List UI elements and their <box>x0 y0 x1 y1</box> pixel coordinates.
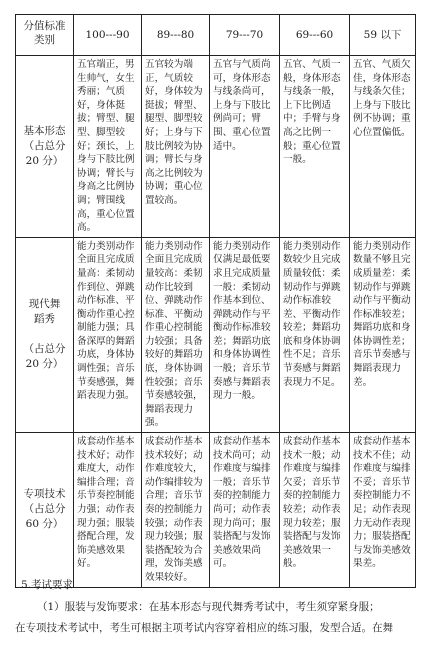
header-score-range: 100---90 <box>74 15 142 56</box>
table-row-basic-form <box>16 56 416 238</box>
header-score-range: 89---80 <box>142 15 210 56</box>
header-category-cell: 分值标准 类别 <box>16 15 74 56</box>
criteria-cell: 能力类别动作仅满足最低要求且完成质量一般：柔韧动作基本到位、弹跳动作与平衡动作标准较差；舞蹈功底和身体协调性一般；音乐节奏感与舞蹈表现力一般。 <box>210 237 280 432</box>
section-heading: 5.考试要求 <box>21 579 74 591</box>
criteria-cell: 成套动作基本技术尚可；动作难度与编排一般；音乐节奏的控制能力尚可；动作表现力尚可；服装搭配与发饰美感效果尚可。 <box>210 433 280 588</box>
row-category-cell: 专项技术 （占总分 60 分） <box>16 433 74 588</box>
header-score-range: 69---60 <box>280 15 350 56</box>
criteria-cell: 五官、气质欠佳，身体形态与线条欠佳；上身与下肢比例不协调；重心位置偏低。 <box>350 56 416 238</box>
header-score-range: 79---70 <box>210 15 280 56</box>
criteria-cell: 五官端正，男生帅气，女生秀丽；气质好，身体挺拔；臂型、腿型、脚型较好；颈长，上身与下肢比例协调；臂长与身高之比例协调；臂围线高，重心位置高。 <box>74 56 142 238</box>
row-category-cell: 基本形态 （占总分 20 分） <box>16 56 74 238</box>
row-category-cell: 现代舞 蹈秀 （占总分 20 分） <box>16 237 74 432</box>
criteria-cell: 成套动作基本技术一般；动作难度与编排欠妥；音乐节奏的控制能力较差；动作表现力较差；服装搭配与发饰美感效果一般。 <box>280 433 350 588</box>
criteria-cell: 能力类别动作全面且完成质量高：柔韧动作到位、弹跳动作标准、平衡动作重心控制能力强；具备深厚的舞蹈功底，身体协调性强；音乐节奏感强，舞蹈表现力强。 <box>74 237 142 432</box>
criteria-cell: 成套动作基本技术不佳；动作难度与编排不妥；音乐节奏控制能力不足；动作表现力无动作表现力；服装搭配与发饰美感效果差。 <box>350 433 416 588</box>
paragraph: 在专项技术考试中，考生可根据主项考试内容穿着相应的练习服，发型合适。在舞 <box>15 622 393 634</box>
criteria-cell: 成套动作基本技术好；动作难度大，动作编排合理；音乐节奏控制能力强；动作表现力强；服装搭配合理，发饰美感效果好。 <box>74 433 142 588</box>
table-row-special-technique <box>16 433 416 588</box>
criteria-cell: 五官较为端正，气质较好，身体较为挺拔；臂型、腿型、脚型较好；上身与下肢比例较为协调；臂长与身高之比例较为协调；重心位置较高。 <box>142 56 210 238</box>
paragraph: （1）服装与发饰要求：在基本形态与现代舞秀考试中，考生须穿紧身服； <box>37 601 380 613</box>
table-header-row <box>16 15 416 56</box>
scoring-standards-table <box>15 14 416 588</box>
criteria-cell: 五官、气质一般，身体形态与线条一般，上下比例适中；手臂与身高之比例一般；重心位置一般。 <box>280 56 350 238</box>
criteria-cell: 能力类别动作全面且完成质量较高：柔韧动作比较到位、弹跳动作标准、平衡动作重心控制能力较强；具备较好的舞蹈功底，身体协调性较强；音乐节奏感较强，舞蹈表现力强。 <box>142 237 210 432</box>
criteria-cell: 能力类别动作数较少且完成质量较低：柔韧动作与弹跳动作标准较差、平衡动作较差；舞蹈功底和身体协调性不足；音乐节奏感与舞蹈表现力不足。 <box>280 237 350 432</box>
header-score-range: 59 以下 <box>350 15 416 56</box>
criteria-cell: 五官与气质尚可，身体形态与线条尚可，上身与下肢比例尚可；臂围、重心位置适中。 <box>210 56 280 238</box>
criteria-cell: 能力类别动作数量不够且完成质量差：柔韧动作与弹跳动作与平衡动作标准较差；舞蹈功底和身体协调性差；音乐节奏感与舞蹈表现力差。 <box>350 237 416 432</box>
criteria-cell: 成套动作基本技术较好；动作难度较大，动作编排较为合理；音乐节奏的控制能力较强；动作表现力较强；服装搭配较为合理，发饰美感效果较好。 <box>142 433 210 588</box>
table-row-modern-dance <box>16 237 416 432</box>
